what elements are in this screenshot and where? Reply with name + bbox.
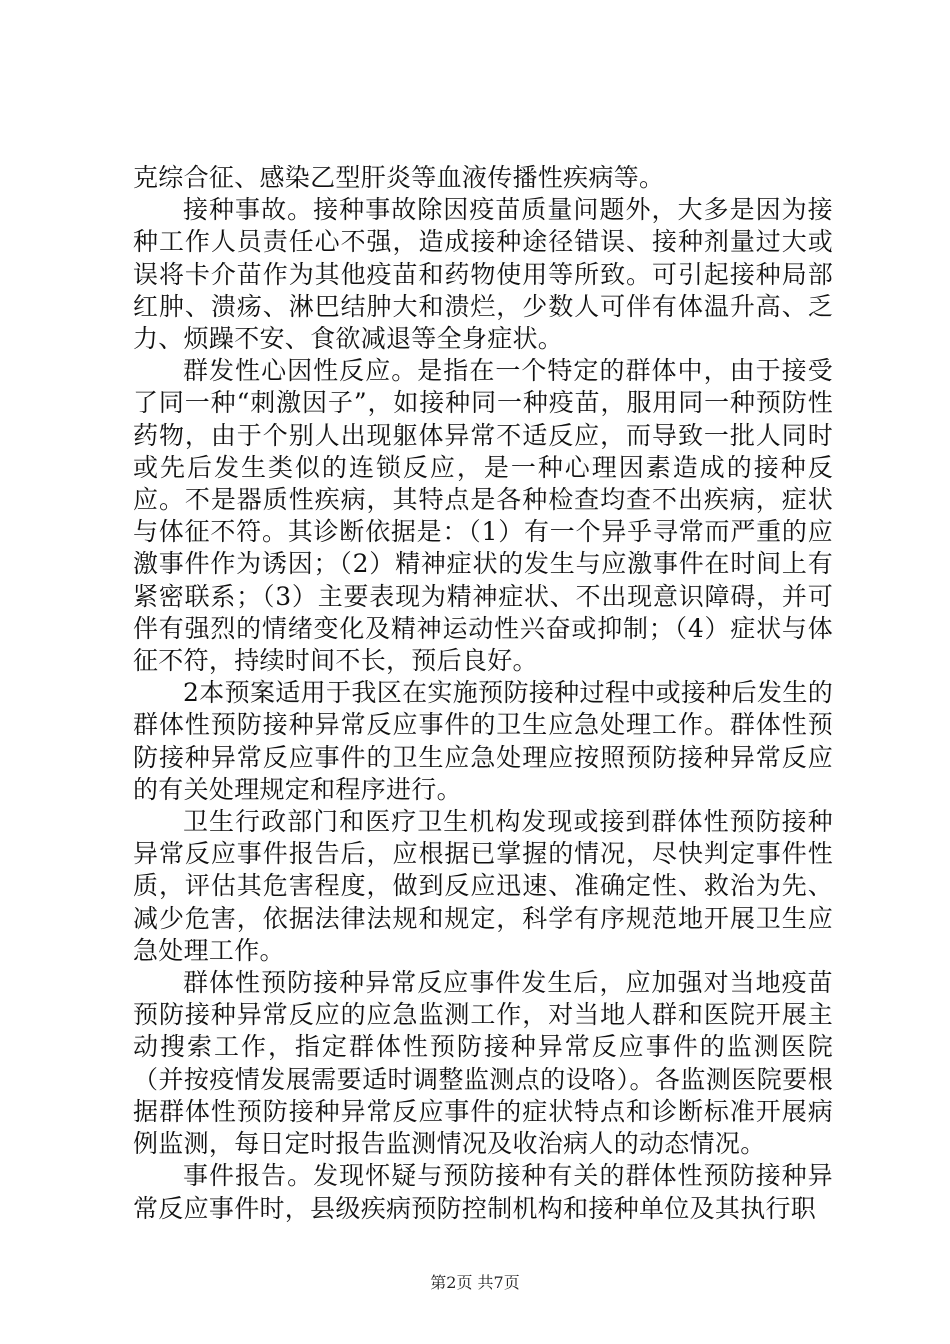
paragraph-4: 2本预案适用于我区在实施预防接种过程中或接种后发生的群体性预防接种异常反应事件的卫生应急处理工作。群体性预防接种异常反应事件的卫生应急处理应按照预防接种异常反应的有关处理规定和程序进行。 <box>133 678 833 804</box>
page-number: 第2页 共7页 <box>430 1273 520 1292</box>
paragraph-7: 事件报告。发现怀疑与预防接种有关的群体性预防接种异常反应事件时，县级疾病预防控制机构和接种单位及其执行职 <box>133 1161 833 1223</box>
paragraph-6: 群体性预防接种异常反应事件发生后，应加强对当地疫苗预防接种异常反应的应急监测工作，对当地人群和医院开展主动搜索工作，指定群体性预防接种异常反应事件的监测医院（并按疫情发展需要适时调整监测点的设咯）。各监测医院要根据群体性预防接种异常反应事件的症状特点和诊断标准开展病例监测，每日定时报告监测情况及收治病人的动态情况。 <box>133 968 833 1159</box>
page-footer <box>0 1273 950 1293</box>
document-body <box>133 162 833 1225</box>
paragraph-1: 克综合征、感染乙型肝炎等血液传播性疾病等。 <box>133 163 665 192</box>
paragraph-3: 群发性心因性反应。是指在一个特定的群体中，由于接受了同一种“刺激因子”，如接种同一种疫苗，服用同一种预防性药物，由于个别人出现躯体异常不适反应，而导致一批人同时或先后发生类似的连锁反应，是一种心理因素造成的接种反应。不是器质性疾病，其特点是各种检查均查不出疾病，症状与体征不符。其诊断依据是：（1）有一个异乎寻常而严重的应激事件作为诱因；（2）精神症状的发生与应激事件在时间上有紧密联系；（3）主要表现为精神症状、不出现意识障碍，并可伴有强烈的情绪变化及精神运动性兴奋或抑制；（4）症状与体征不符，持续时间不长，预后良好。 <box>133 356 833 676</box>
paragraph-2: 接种事故。接种事故除因疫苗质量问题外，大多是因为接种工作人员责任心不强，造成接种途径错误、接种剂量过大或误将卡介苗作为其他疫苗和药物使用等所致。可引起接种局部红肿、溃疡、淋巴结肿大和溃烂，少数人可伴有体温升高、乏力、烦躁不安、食欲减退等全身症状。 <box>133 195 833 354</box>
paragraph-5: 卫生行政部门和医疗卫生机构发现或接到群体性预防接种异常反应事件报告后，应根据已掌握的情况，尽快判定事件性质，评估其危害程度，做到反应迅速、准确定性、救治为先、减少危害，依据法律法规和规定，科学有序规范地开展卫生应急处理工作。 <box>133 807 833 965</box>
